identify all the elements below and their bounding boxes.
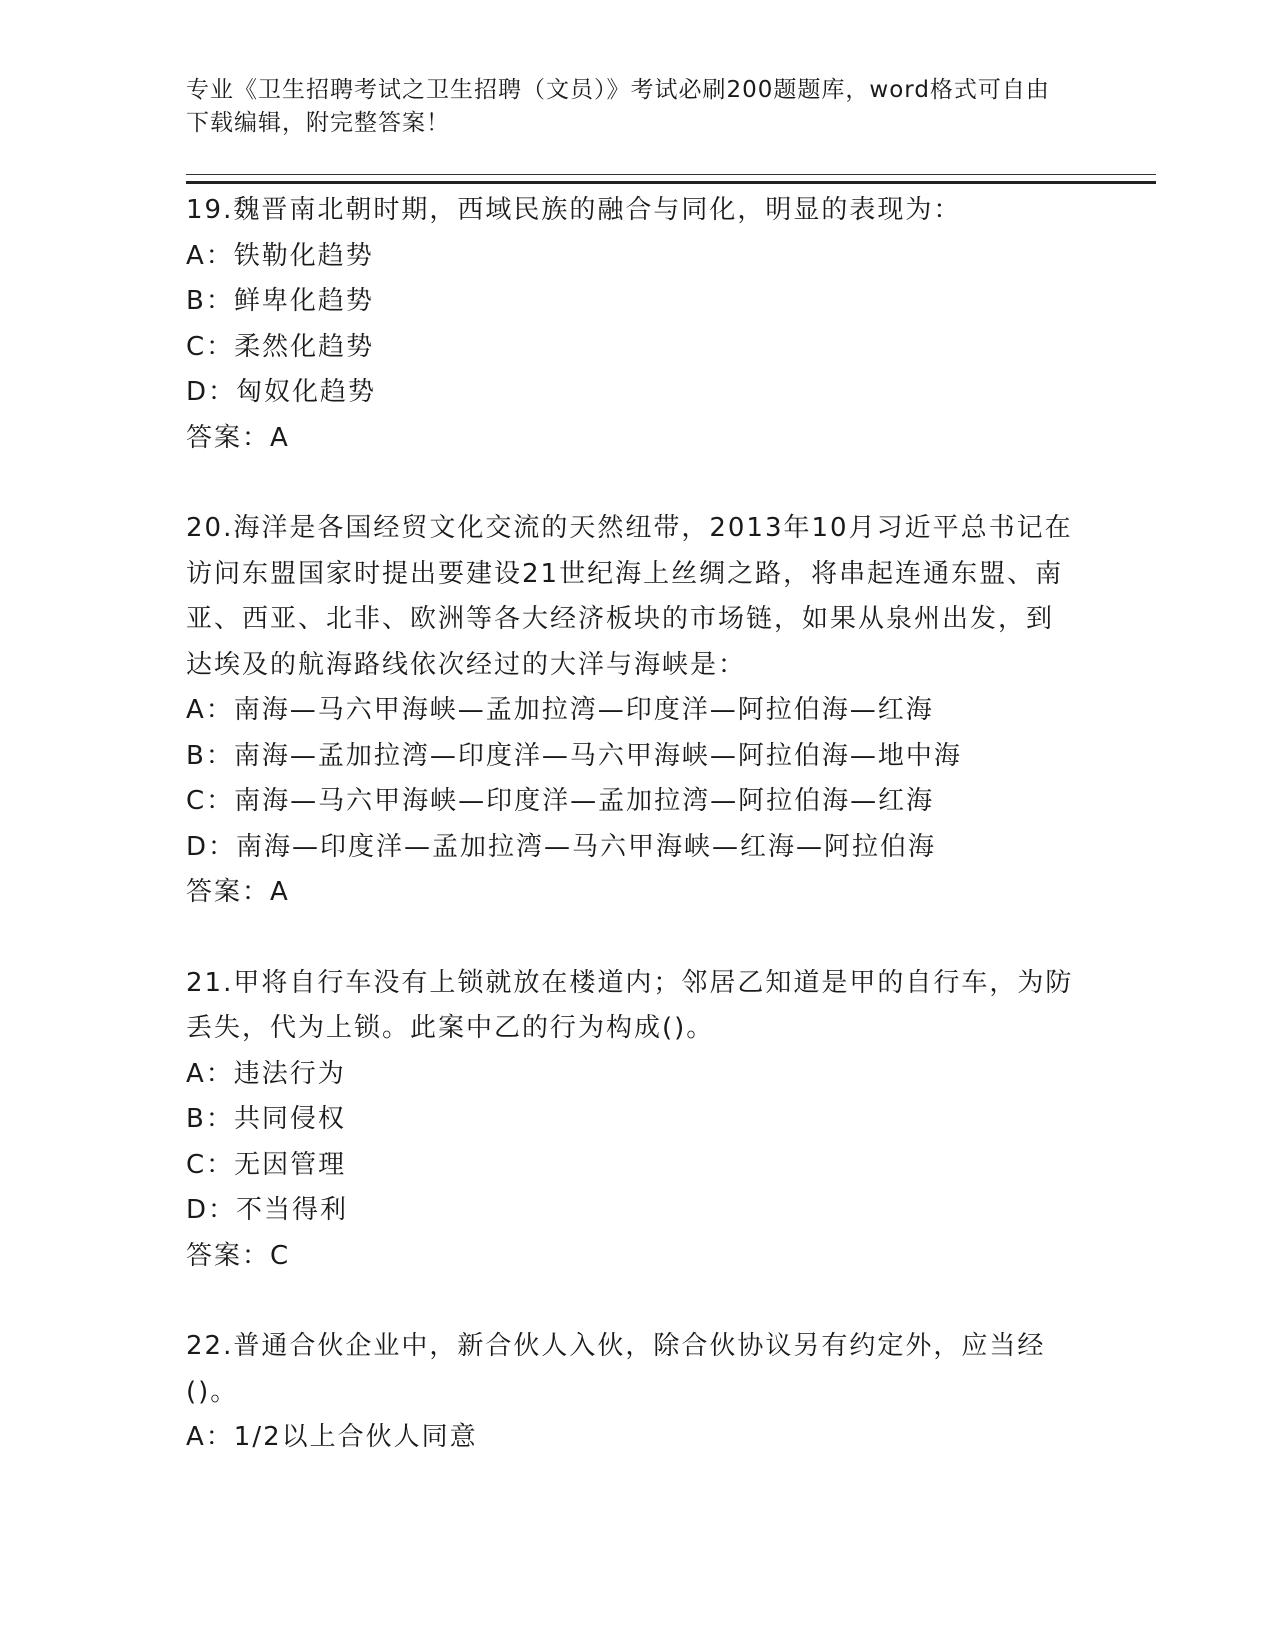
header-divider-thick [186, 181, 1156, 184]
answer-line: 答案：A [186, 877, 290, 907]
option-d: D：匈奴化趋势 [186, 377, 377, 407]
option-a: A：铁勒化趋势 [186, 240, 374, 271]
question-20 [186, 506, 1076, 916]
question-22 [186, 1324, 1076, 1461]
option-d: D：南海—印度洋—孟加拉湾—马六甲海峡—红海—阿拉伯海 [186, 831, 937, 862]
question-stem: 20.海洋是各国经贸文化交流的天然纽带，2013年10月习近平总书记在访问东盟国家时提出要建设21世纪海上丝绸之路，将串起连通东盟、南亚、西亚、北非、欧洲等各大经济板块的市场链，如果从泉州出发，到达埃及的航海路线依次经过的大洋与海峡是： [186, 513, 1073, 680]
page-header-text: 专业《卫生招聘考试之卫生招聘（文员）》考试必刷200题题库，word格式可自由下载编辑，附完整答案！ [186, 77, 1050, 136]
question-stem: 22.普通合伙企业中，新合伙人入伙，除合伙协议另有约定外，应当经()。 [186, 1331, 1046, 1407]
question-stem: 21.甲将自行车没有上锁就放在楼道内；邻居乙知道是甲的自行车，为防丢失，代为上锁。此案中乙的行为构成()。 [186, 967, 1074, 1043]
option-a: A：南海—马六甲海峡—孟加拉湾—印度洋—阿拉伯海—红海 [186, 695, 934, 725]
answer-line: 答案：A [186, 422, 290, 453]
option-a: A：违法行为 [186, 1058, 346, 1089]
option-c: C：南海—马六甲海峡—印度洋—孟加拉湾—阿拉伯海—红海 [186, 786, 935, 816]
header-divider-thin [186, 174, 1156, 175]
question-stem: 19.魏晋南北朝时期，西域民族的融合与同化，明显的表现为： [186, 195, 962, 225]
option-b: B：南海—孟加拉湾—印度洋—马六甲海峡—阿拉伯海—地中海 [186, 740, 962, 771]
answer-line: 答案：C [186, 1240, 291, 1271]
option-d: D：不当得利 [186, 1195, 349, 1225]
question-list [186, 188, 1076, 1506]
option-b: B：共同侵权 [186, 1104, 346, 1134]
question-19 [186, 188, 1076, 461]
option-c: C：柔然化趋势 [186, 331, 375, 362]
option-a: A：1/2以上合伙人同意 [186, 1422, 478, 1452]
question-21 [186, 961, 1076, 1280]
option-c: C：无因管理 [186, 1149, 347, 1180]
option-b: B：鲜卑化趋势 [186, 286, 374, 316]
